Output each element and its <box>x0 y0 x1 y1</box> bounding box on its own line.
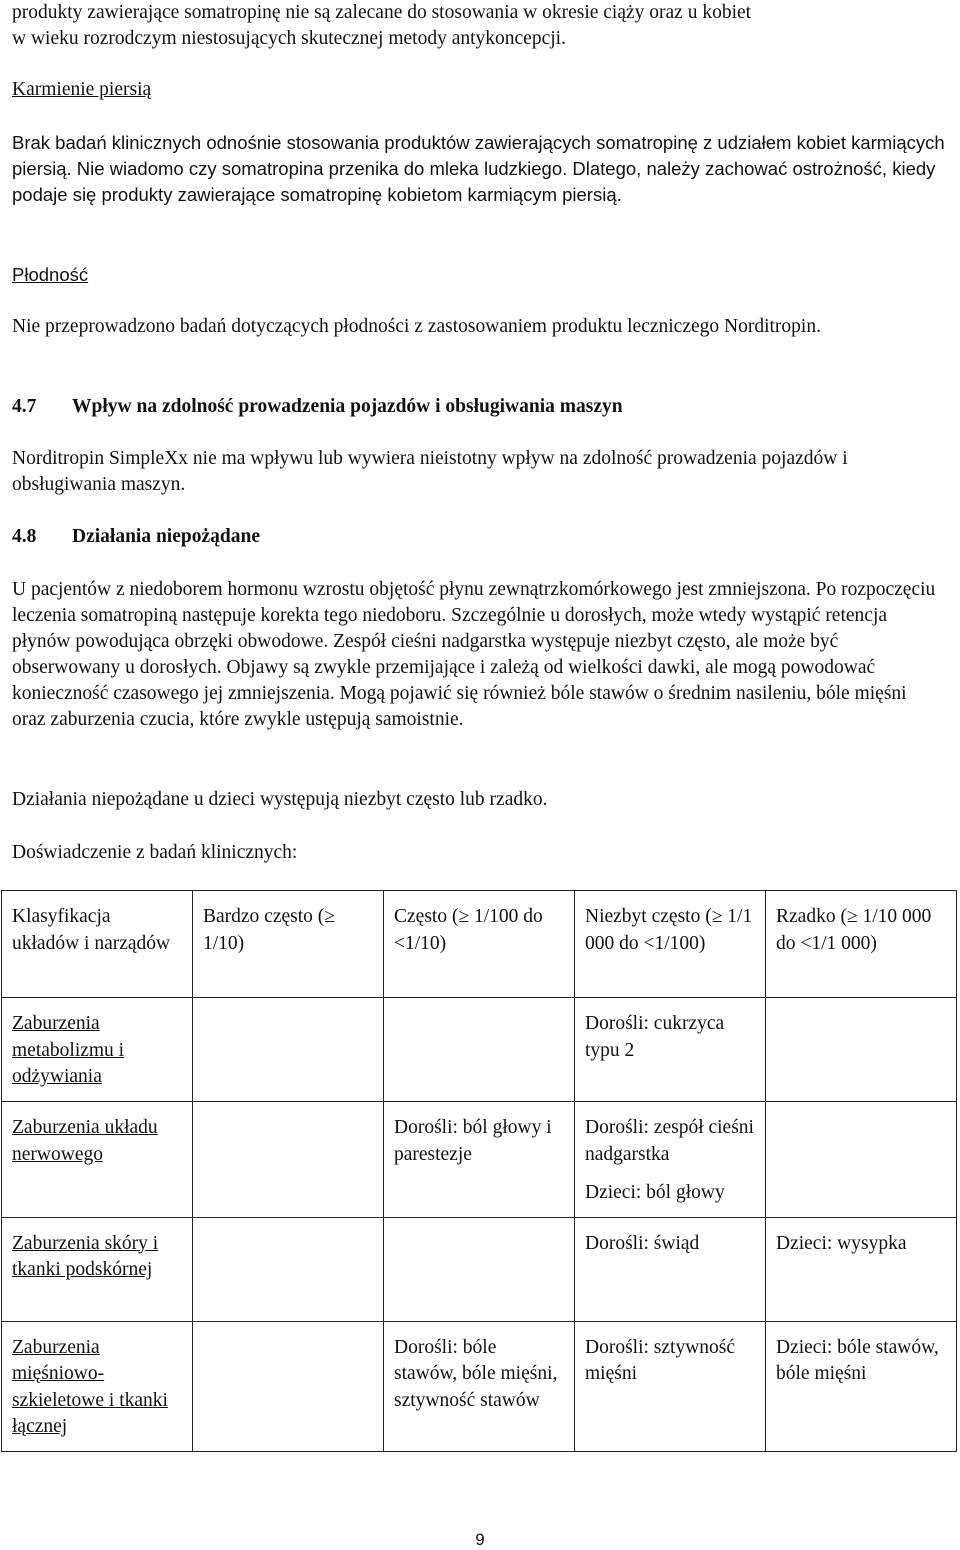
table-row <box>2 1102 957 1218</box>
soc-cell: Zaburzenia metabolizmu i odżywiania <box>2 998 193 1102</box>
very-common-cell <box>193 1321 384 1451</box>
section-4-8-title: Działania niepożądane <box>72 526 260 547</box>
section-4-7-heading <box>12 394 942 420</box>
header-cell-rare: Rzadko (≥ 1/10 000 do <1/1 000) <box>766 891 957 998</box>
table-header-row <box>2 891 957 998</box>
soc-cell: Zaburzenia mięśniowo-szkieletowe i tkanki łącznej <box>2 1321 193 1451</box>
rare-cell <box>766 1102 957 1218</box>
section-4-7-number: 4.7 <box>12 396 37 417</box>
header-cell-very-common: Bardzo często (≥ 1/10) <box>193 891 384 998</box>
section-4-8-para-1: U pacjentów z niedoborem hormonu wzrostu objętość płynu zewnątrzkomórkowego jest zmniejszona. Po rozpoczęciu leczenia somatropiną następuje korekta tego niedoboru. Szczególnie u dorosłych, może wtedy wystąpić retencja płynów powodująca obrzęki obwodowe. Zespół cieśni nadgarstka występuje niezbyt często, ale może być obserwowany u dorosłych. Objawy są zwykle przemijające i zależą od wielkości dawki, ale mogą powodować konieczność czasowego jej zmniejszenia. Mogą pojawić się również bóle stawów o średnim nasileniu, bóle mięśni oraz zaburzenia czucia, które zwykle ustępują samoistnie. <box>12 579 936 730</box>
adverse-reactions-table <box>1 890 957 1452</box>
common-cell: Dorośli: ból głowy i parestezje <box>384 1102 575 1218</box>
section-4-8-number: 4.8 <box>12 526 37 547</box>
section-4-7-title: Wpływ na zdolność prowadzenia pojazdów i obsługiwania maszyn <box>72 396 623 417</box>
rare-cell <box>766 998 957 1102</box>
table-row <box>2 998 957 1102</box>
section-4-7-text: Norditropin SimpleXx nie ma wpływu lub wywiera nieistotny wpływ na zdolność prowadzenia pojazdów i obsługiwania maszyn. <box>12 448 848 495</box>
header-cell-uncommon: Niezbyt często (≥ 1/1 000 do <1/100) <box>575 891 766 998</box>
section-4-8-para-3: Doświadczenie z badań klinicznych: <box>12 842 298 863</box>
uncommon-adults-text: Dorośli: zespół cieśni nadgarstka <box>585 1117 754 1165</box>
rare-cell: Dzieci: wysypka <box>766 1217 957 1321</box>
table-row <box>2 1321 957 1451</box>
table-row <box>2 1217 957 1321</box>
uncommon-cell <box>575 1102 766 1218</box>
section-4-8-para-2: Działania niepożądane u dzieci występują niezbyt często lub rzadko. <box>12 789 548 810</box>
header-cell-soc: Klasyfikacja układów i narządów <box>2 891 193 998</box>
intro-paragraph <box>12 0 942 52</box>
breastfeeding-text: Brak badań klinicznych odnośnie stosowania produktów zawierających somatropinę z udziałem kobiet karmiących piersią. Nie wiadomo czy somatropina przenika do mleka ludzkiego. Dlatego, należy zachować ostrożność, kiedy podaje się produkty zawierające somatropinę kobietom karmiącym piersią. <box>12 132 945 205</box>
very-common-cell <box>193 1217 384 1321</box>
rare-cell: Dzieci: bóle stawów, bóle mięśni <box>766 1321 957 1451</box>
fertility-text: Nie przeprowadzono badań dotyczących płodności z zastosowaniem produktu leczniczego Norditropin. <box>12 316 821 337</box>
soc-cell: Zaburzenia układu nerwowego <box>2 1102 193 1218</box>
uncommon-cell: Dorośli: cukrzyca typu 2 <box>575 998 766 1102</box>
uncommon-children-text: Dzieci: ból głowy <box>585 1182 725 1203</box>
intro-line-2: w wieku rozrodczym niestosujących skutecznej metody antykoncepcji. <box>12 28 566 49</box>
uncommon-cell: Dorośli: świąd <box>575 1217 766 1321</box>
intro-line-1: produkty zawierające somatropinę nie są zalecane do stosowania w okresie ciąży oraz u kobiet <box>12 2 752 23</box>
soc-cell: Zaburzenia skóry i tkanki podskórnej <box>2 1217 193 1321</box>
section-4-8-heading <box>12 524 942 550</box>
cell-spacer <box>585 1168 755 1180</box>
common-cell <box>384 1217 575 1321</box>
very-common-cell <box>193 998 384 1102</box>
common-cell: Dorośli: bóle stawów, bóle mięśni, sztywność stawów <box>384 1321 575 1451</box>
breastfeeding-heading: Karmienie piersią <box>12 79 152 100</box>
common-cell <box>384 998 575 1102</box>
uncommon-cell: Dorośli: sztywność mięśni <box>575 1321 766 1451</box>
page-number: 9 <box>475 1530 485 1549</box>
header-cell-common: Często (≥ 1/100 do <1/10) <box>384 891 575 998</box>
very-common-cell <box>193 1102 384 1218</box>
fertility-heading: Płodność <box>12 264 89 285</box>
